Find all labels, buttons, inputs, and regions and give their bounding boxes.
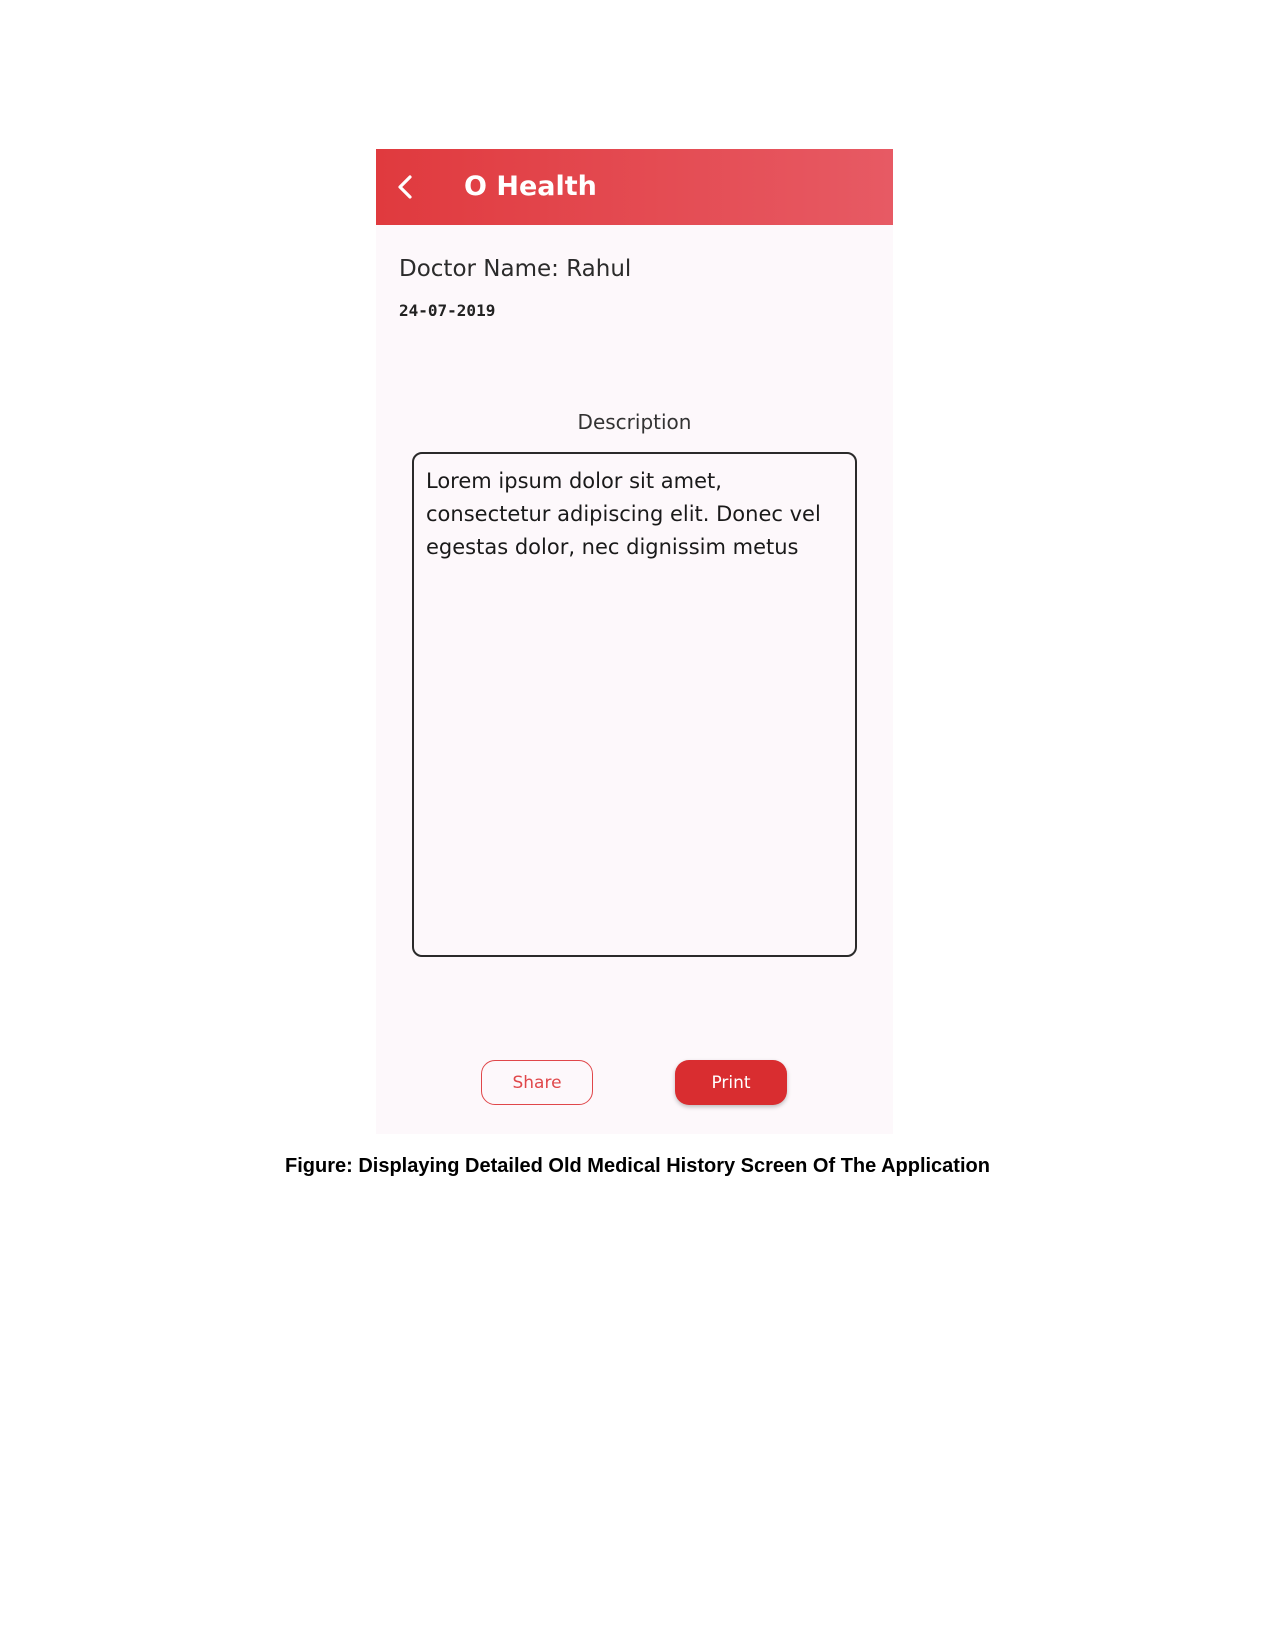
visit-date: 24-07-2019 bbox=[399, 301, 496, 320]
share-button[interactable]: Share bbox=[481, 1060, 593, 1105]
figure-caption: Figure: Displaying Detailed Old Medical History Screen Of The Application bbox=[285, 1155, 990, 1177]
print-button[interactable]: Print bbox=[675, 1060, 787, 1105]
description-textbox[interactable]: Lorem ipsum dolor sit amet, consectetur adipiscing elit. Donec vel egestas dolor, nec dignissim metus bbox=[412, 452, 857, 957]
description-heading: Description bbox=[577, 410, 692, 434]
chevron-left-icon[interactable] bbox=[388, 169, 424, 205]
doctor-name: Doctor Name: Rahul bbox=[399, 256, 632, 282]
app-title: O Health bbox=[464, 171, 597, 202]
app-bar bbox=[376, 149, 893, 225]
app-screen bbox=[376, 149, 893, 1134]
